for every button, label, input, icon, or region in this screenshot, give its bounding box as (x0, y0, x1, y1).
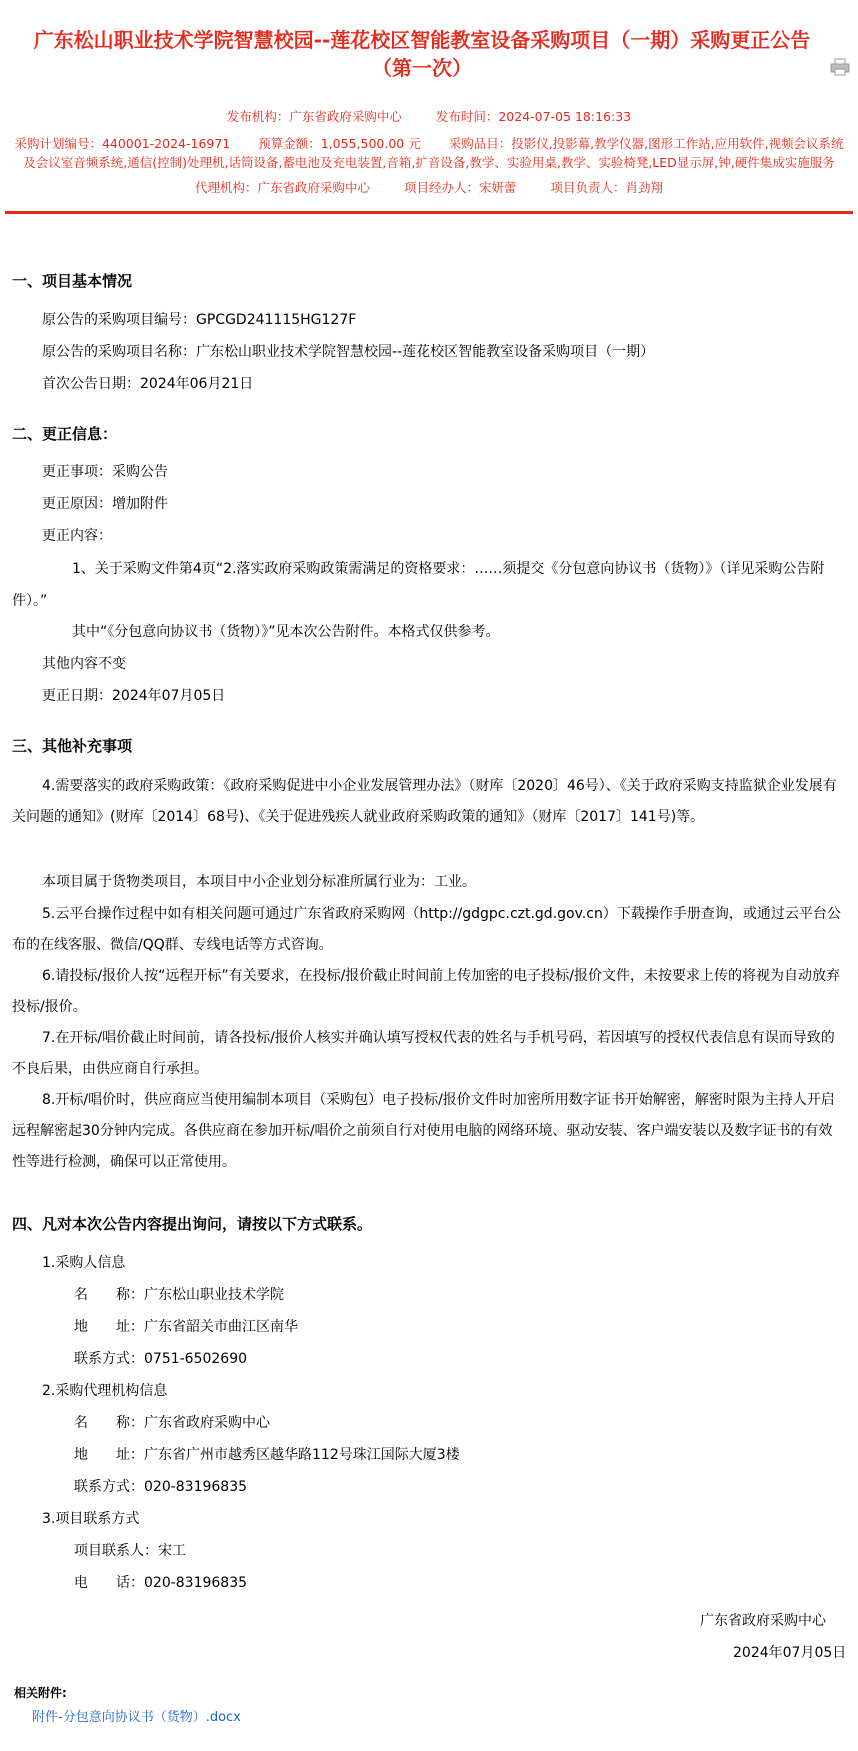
supplement-decryption-paragraph: 8.开标/唱价时，供应商应当使用编制本项目（采购包）电子投标/报价文件时加密所用数字证书开始解密，解密时限为主持人开启远程解密起30分钟内完成。各供应商在参加开标/唱价之前须自行对使用电脑的网络环境、驱动安装、客户端安装以及数字证书的有效性等进行检测，确保可以正常使用。 (12, 1092, 835, 1170)
printer-icon[interactable] (830, 58, 850, 76)
first-notice-date: 首次公告日期：2024年06月21日 (42, 376, 254, 392)
correction-content-paragraph-2: 其中“《分包意向协议书（货物）》”见本次公告附件。本格式仅供参考。 (72, 624, 500, 640)
supplement-platform-paragraph: 5.云平台操作过程中如有相关问题可通过广东省政府采购网（http://gdgpc.czt.gd.gov.cn）下载操作手册查询，或通过云平台公布的在线客服、微信/QQ群、专线电话等方式咨询。 (12, 906, 841, 953)
correction-content-paragraph-1: 1、关于采购文件第4页“2.落实政府采购政策需满足的资格要求：……须提交《分包意向协议书（货物）》（详见采购公告附件）。” (12, 561, 825, 609)
section-basic-info-title: 一、项目基本情况 (12, 272, 133, 290)
project-leader: 项目负责人：肖劲翔 (550, 180, 663, 195)
buyer-name: 名 称：广东松山职业技术学院 (74, 1287, 284, 1303)
correction-date: 更正日期：2024年07月05日 (42, 688, 226, 704)
publish-time: 发布时间：2024-07-05 18:16:33 (435, 109, 632, 124)
header-divider (5, 211, 853, 214)
supplement-remote-opening-paragraph: 6.请投标/报价人按“远程开标”有关要求，在投标/报价截止时间前上传加密的电子投标/报价文件，未按要求上传的将视为自动放弃投标/报价。 (12, 968, 841, 1015)
signature-date: 2024年07月05日 (733, 1645, 847, 1661)
procurement-info (10, 134, 848, 172)
section-contact-title: 四、凡对本次公告内容提出询问，请按以下方式联系。 (12, 1215, 373, 1233)
project-contact-phone: 电 话：020-83196835 (74, 1575, 248, 1591)
project-handler: 项目经办人：宋妍蕾 (403, 180, 517, 195)
other-unchanged: 其他内容不变 (42, 656, 126, 672)
project-contact-label: 3.项目联系方式 (42, 1511, 140, 1527)
project-contact-person: 项目联系人：宋工 (74, 1543, 186, 1559)
publish-info (10, 107, 848, 126)
supplement-industry: 本项目属于货物类项目，本项目中小企业划分标准所属行业为：工业。 (42, 874, 476, 890)
procurement-items: 采购品目：投影仪,投影幕,教学仪器,图形工作站,应用软件,视频会议系统及会议室音频系统,通信(控制)处理机,话筒设备,蓄电池及充电装置,音箱,扩音设备,教学、实验用桌,教学、实验椅凳,LED显示屏,钟,硬件集成实施服务 (23, 136, 844, 170)
correction-reason: 更正原因：增加附件 (42, 496, 168, 512)
page-title: 广东松山职业技术学院智慧校园--莲花校区智能教室设备采购项目（一期）采购更正公告（第一次） (33, 28, 811, 80)
agent-address: 地 址：广东省广州市越秀区越华路112号珠江国际大厦3楼 (74, 1447, 460, 1463)
plan-number: 采购计划编号：440001-2024-16971 (14, 136, 231, 151)
budget-amount: 预算金额：1,055,500.00 元 (258, 136, 421, 151)
buyer-address: 地 址：广东省韶关市曲江区南华 (74, 1319, 298, 1335)
agency: 代理机构：广东省政府采购中心 (195, 180, 371, 195)
agent-info-label: 2.采购代理机构信息 (42, 1383, 168, 1399)
correction-content-label: 更正内容： (42, 528, 112, 544)
section-correction-title: 二、更正信息： (12, 425, 118, 443)
agent-name: 名 称：广东省政府采购中心 (74, 1415, 270, 1431)
buyer-info-label: 1.采购人信息 (42, 1255, 126, 1271)
attachment-label: 相关附件: (14, 1686, 67, 1700)
buyer-contact: 联系方式：0751-6502690 (74, 1351, 248, 1367)
supplement-policy-paragraph: 4.需要落实的政府采购政策：《政府采购促进中小企业发展管理办法》（财库〔2020〕46号）、《关于政府采购支持监狱企业发展有关问题的通知》(财库〔2014〕68号)、《关于促进残疾人就业政府采购政策的通知》（财库〔2017〕141号)等。 (12, 778, 837, 825)
original-project-name: 原公告的采购项目名称：广东松山职业技术学院智慧校园--莲花校区智能教室设备采购项目（一期） (42, 344, 655, 360)
original-project-number: 原公告的采购项目编号：GPCGD241115HG127F (42, 312, 357, 328)
signature-org: 广东省政府采购中心 (700, 1613, 826, 1629)
agent-contact: 联系方式：020-83196835 (74, 1479, 248, 1495)
publisher: 发布机构：广东省政府采购中心 (226, 109, 402, 124)
attachment-file-link[interactable]: 附件-分包意向协议书（货物）.docx (32, 1710, 241, 1725)
section-supplementary-title: 三、其他补充事项 (12, 737, 133, 755)
supplement-representative-paragraph: 7.在开标/唱价截止时间前，请各投标/报价人核实并确认填写授权代表的姓名与手机号码，若因填写的授权代表信息有误而导致的不良后果，由供应商自行承担。 (12, 1030, 835, 1077)
correction-item: 更正事项：采购公告 (42, 464, 168, 480)
notice-header (0, 0, 858, 197)
agency-info (10, 178, 848, 197)
